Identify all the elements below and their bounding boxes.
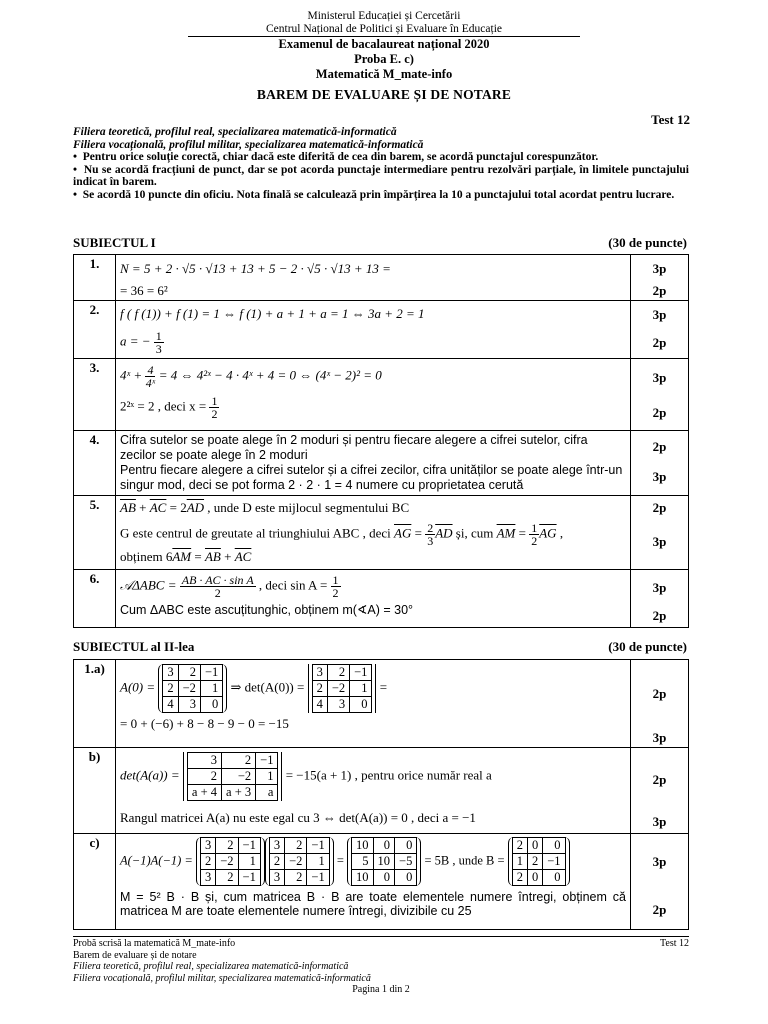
intro-block — [73, 126, 689, 201]
item-1a-line-2: = 0 + (−6) + 8 − 8 − 9 − 0 = −15 — [120, 716, 289, 731]
matrix-cell: −2 — [178, 681, 200, 697]
matrix-cell: −1 — [350, 665, 372, 681]
table-row — [74, 748, 689, 834]
matrix-cell: 2 — [222, 753, 256, 769]
item-1-line-1: N = 5 + 2 · √5 · √13 + 13 + 5 − 2 · √5 · √13 + 13 = — [120, 261, 391, 276]
matrix-cell: −2 — [222, 769, 256, 785]
fraction-denominator: 4ˣ — [145, 376, 156, 390]
document-header — [0, 0, 768, 103]
table-row — [74, 834, 689, 930]
table-row — [74, 660, 689, 748]
fraction-denominator: 2 — [211, 407, 218, 421]
item-1a-line-1 — [120, 664, 626, 713]
matrix-cell: 0 — [373, 838, 395, 854]
vector-ac: $\overline{AC}$ — [149, 500, 167, 515]
item-number: 1.a) — [74, 660, 116, 748]
points-2: 3p — [652, 730, 667, 745]
determinant — [183, 752, 283, 801]
matrix-cell: −5 — [395, 854, 417, 870]
item-6-sine: , deci sin A = — [258, 577, 328, 593]
item-5-result-label: obținem — [120, 549, 163, 564]
matrix-cell: 2 — [285, 838, 307, 854]
vector-ac: $\overline{AC}$ — [234, 549, 252, 564]
item-3-line-1 — [120, 364, 626, 389]
matrix-cell: a + 4 — [187, 785, 221, 801]
item-5-centroid-text: G este centrul de greutate al triunghiului ABC , deci — [120, 525, 391, 541]
matrix-row — [163, 681, 223, 697]
item-points — [631, 748, 689, 834]
matrix-cell: −2 — [327, 681, 349, 697]
item-6-area: 𝒜ΔABC = — [120, 577, 177, 593]
matrix-row — [187, 769, 278, 785]
rule-2: • Nu se acordă fracțiuni de punct, dar se pot acorda punctaje intermediare pentru rezolvări parțiale, în limitele punctajului indicat în barem. — [73, 163, 689, 188]
fraction-numerator: 1 — [211, 394, 218, 408]
matrix — [265, 837, 334, 886]
item-5-line-2: G este centrul de greutate al triunghiului ABC , deci $\overline{AG}$ = $\frac{2}{3}$ $\overline{AD}$ și, cum $\overline{AM}$ = $\frac{1}{2}$ $\overline{AG}$ , — [120, 521, 564, 548]
section-2-table — [73, 659, 689, 930]
matrix-cell: 3 — [327, 697, 349, 713]
table-row — [74, 301, 689, 359]
matrix-row — [312, 697, 372, 713]
item-1b-lhs: det(A(a)) = — [120, 767, 180, 783]
matrix-cell: 1 — [256, 769, 278, 785]
item-5-line-1: $\overline{AB} + \overline{AC} = 2\overline{AD}$ , unde D este mijlocul segmentului BC — [120, 500, 410, 515]
matrix-cell: 3 — [200, 838, 215, 854]
section-1-points: (30 de puncte) — [608, 235, 687, 250]
matrix-a-minus-1 — [200, 837, 261, 886]
matrix-row — [163, 665, 223, 681]
points-2: 2p — [652, 283, 667, 298]
matrix-cell: 2 — [187, 769, 221, 785]
matrix-cell: 3 — [187, 753, 221, 769]
matrix-b — [512, 837, 566, 886]
table-row — [74, 359, 689, 431]
fraction-denominator: 2 — [214, 586, 221, 600]
item-body — [116, 301, 631, 359]
vector-ag: $\overline{AG}$ — [394, 525, 412, 541]
matrix-cell: −1 — [238, 838, 260, 854]
rule-1: • Pentru orice soluție corectă, chiar dacă este diferită de cea din barem, se acordă punctajul corespunzător. — [73, 151, 599, 163]
item-1c-rhs: = 5B , unde B = — [424, 853, 505, 868]
fraction — [145, 364, 155, 389]
item-1-line-2: = 36 = 6² — [120, 283, 168, 298]
item-number: c) — [74, 834, 116, 930]
filiera-theoretical: Filiera teoretică, profilul real, specializarea matematică-informatică — [73, 126, 397, 138]
center-name: Centrul Național de Politici și Evaluare în Educație — [188, 23, 580, 37]
vector-ag: $\overline{AG}$ — [539, 525, 557, 541]
table-row — [74, 255, 689, 301]
points-1: 2p — [652, 686, 667, 701]
item-number: 5. — [74, 496, 116, 570]
points-1: 3p — [652, 854, 667, 869]
footer-exam: Probă scrisă la matematică M_mate-info — [73, 938, 236, 949]
item-points — [631, 570, 689, 628]
fraction — [154, 330, 164, 355]
matrix-cell: 2 — [327, 665, 349, 681]
matrix-cell: 0 — [200, 697, 222, 713]
points-2: 2p — [652, 405, 667, 420]
item-4-line-1: Cifra sutelor se poate alege în 2 moduri și pentru fiecare alegere a cifrei sutelor, cifra zecilor se poate alege în 2 moduri — [120, 433, 588, 462]
matrix-row — [269, 854, 329, 870]
fraction-denominator: 3 — [427, 534, 434, 548]
item-points — [631, 496, 689, 570]
item-number: 1. — [74, 255, 116, 301]
item-5-line-3: obținem $6\overline{AM} = \overline{AB} + \overline{AC}$ — [120, 549, 252, 564]
footer-barem: Barem de evaluare și de notare — [73, 949, 197, 961]
matrix-row — [512, 838, 565, 854]
matrix-cell: 1 — [307, 854, 329, 870]
matrix-cell: 10 — [352, 870, 374, 886]
vector-ab: $\overline{AB}$ — [120, 500, 136, 515]
matrix-cell: 0 — [543, 870, 565, 886]
section-1-header — [73, 235, 687, 251]
matrix-cell: −2 — [216, 854, 238, 870]
fraction-denominator: 2 — [332, 586, 339, 600]
matrix-row — [312, 681, 372, 697]
points-1: 3p — [652, 370, 667, 385]
matrix-row — [352, 838, 417, 854]
footer-filiera-2: Filiera vocațională, profilul militar, specializarea matematică-informatică — [73, 972, 371, 984]
item-number: 6. — [74, 570, 116, 628]
points-1: 2p — [652, 439, 667, 454]
matrix-cell: 2 — [178, 665, 200, 681]
item-number: 2. — [74, 301, 116, 359]
footer-row — [73, 938, 689, 950]
vector-am: $\overline{AM}$ — [496, 525, 516, 541]
item-body — [116, 748, 631, 834]
matrix-product — [351, 837, 417, 886]
rule-1-text: Pentru orice soluție corectă, chiar dacă este diferită de cea din barem, se acordă punctajul corespunzător. — [82, 151, 599, 163]
points-2: 2p — [652, 902, 667, 917]
matrix-cell: 2 — [216, 838, 238, 854]
item-body — [116, 359, 631, 431]
matrix-cell: 3 — [178, 697, 200, 713]
item-3-conclusion: 2²ˣ = 2 , deci x = — [120, 398, 207, 414]
determinant-aa — [187, 752, 279, 801]
item-number: b) — [74, 748, 116, 834]
item-points — [631, 431, 689, 496]
vector-am: $\overline{AM}$ — [172, 549, 192, 564]
rule-2-text: Nu se acordă fracțiuni de punct, dar se pot acorda punctaje intermediare pentru rezolvări parțiale, în limitele punctajului indicat în barem. — [73, 163, 689, 188]
matrix-cell: 2 — [512, 838, 527, 854]
matrix-cell: 3 — [312, 665, 327, 681]
page-footer — [73, 936, 689, 996]
item-1c-line-2: M = 5² B · B și, cum matricea B · B are toate elementele numere întregi, obținem că matricea M are toate elementele numere întregi, divizibile cu 25 — [120, 890, 626, 918]
item-points — [631, 301, 689, 359]
section-2-points: (30 de puncte) — [608, 639, 687, 654]
table-row — [74, 431, 689, 496]
item-1c-line-1: A(−1)A(−1) = 3 2 −1 2 −2 1 3 2 −1 3 2 −1 2 −2 1 3 2 −1 = 10 0 0 5 10 −5 10 0 0 = 5B , unde B = 2 0 0 1 2 −1 2 0 0 — [120, 837, 626, 886]
item-body — [116, 834, 631, 930]
matrix — [508, 837, 570, 886]
matrix-cell: −1 — [307, 870, 329, 886]
points-2: 3p — [652, 469, 667, 484]
matrix-row — [312, 665, 372, 681]
item-5-connector: și, cum — [455, 525, 494, 541]
matrix-cell: 10 — [352, 838, 374, 854]
item-body — [116, 660, 631, 748]
item-6-line-1 — [120, 574, 626, 599]
matrix-row — [187, 753, 278, 769]
rule-3: • Se acordă 10 puncte din oficiu. Nota finală se calculează prin împărțirea la 10 a punctajului total acordat pentru lucrare. — [73, 188, 675, 201]
item-1a-det: ⇒ det(A(0)) = — [230, 679, 305, 695]
fraction-numerator: 1 — [332, 573, 339, 587]
fraction — [425, 522, 435, 547]
fraction-numerator: 2 — [427, 521, 434, 535]
exam-name: Examenul de bacalaureat național 2020 — [278, 37, 490, 51]
item-body — [116, 496, 631, 570]
page-number: Pagina 1 din 2 — [352, 984, 410, 995]
matrix-cell: 2 — [527, 854, 542, 870]
matrix-cell: 0 — [527, 870, 542, 886]
section-1-title: SUBIECTUL I — [73, 235, 156, 250]
matrix-row — [163, 697, 223, 713]
points-2: 2p — [652, 335, 667, 350]
item-body — [116, 431, 631, 496]
item-4-line-2: Pentru fiecare alegere a cifrei sutelor și a cifrei zecilor, cifra unităților se poate alege într-un singur mod, deci se pot forma 2 · 2 · 1 = 4 numere cu proprietatea cerută — [120, 463, 623, 492]
matrix-cell: 3 — [269, 870, 284, 886]
subject-name: Matematică M_mate-info — [315, 67, 453, 81]
matrix-cell: 1 — [350, 681, 372, 697]
matrix-cell: 5 — [352, 854, 374, 870]
points-1: 3p — [652, 261, 667, 276]
item-6-line-2: Cum ΔABC este ascuțitunghic, obținem m(∢A) = 30° — [120, 603, 414, 617]
matrix-cell: 1 — [200, 681, 222, 697]
filiera-vocational: Filiera vocațională, profilul militar, specializarea matematică-informatică — [73, 138, 424, 151]
matrix-row — [512, 854, 565, 870]
item-body — [116, 255, 631, 301]
matrix — [196, 837, 265, 886]
matrix-cell: 0 — [373, 870, 395, 886]
item-1b-rhs: = −15(a + 1) , pentru orice număr real a — [285, 767, 492, 783]
vector-ab: $\overline{AB}$ — [204, 549, 221, 564]
fraction — [331, 574, 341, 599]
fraction-numerator: 1 — [155, 329, 162, 343]
matrix-cell: a + 3 — [222, 785, 256, 801]
vector-ad: $\overline{AD}$ — [186, 500, 205, 515]
item-3-lhs: 4ˣ + — [120, 367, 143, 383]
matrix-cell: 0 — [543, 838, 565, 854]
matrix-cell: 2 — [285, 870, 307, 886]
item-5-note: , unde D este mijlocul segmentului BC — [207, 500, 410, 515]
matrix-cell: −1 — [200, 665, 222, 681]
item-3-rhs: = 4 ⇔ 4²ˣ − 4 · 4ˣ + 4 = 0 ⇔ (4ˣ − 2)² = 0 — [158, 367, 382, 383]
points-2: 3p — [652, 814, 667, 829]
item-3-line-2 — [120, 395, 626, 420]
points-1: 3p — [652, 580, 667, 595]
points-2: 3p — [652, 534, 667, 549]
table-row — [74, 570, 689, 628]
matrix-a-minus-1-copy — [269, 837, 330, 886]
points-2: 2p — [652, 608, 667, 623]
matrix-cell: −1 — [543, 854, 565, 870]
item-number: 3. — [74, 359, 116, 431]
fraction — [209, 395, 219, 420]
determinant-a0 — [312, 664, 373, 713]
matrix-cell: 2 — [269, 854, 284, 870]
matrix-row — [200, 838, 260, 854]
section-2-header — [73, 639, 687, 655]
matrix-row — [352, 870, 417, 886]
table-row — [74, 496, 689, 570]
matrix-cell: 3 — [163, 665, 178, 681]
matrix-row — [200, 870, 260, 886]
item-2-lhs: a = − — [120, 333, 151, 349]
fraction-numerator: AB · AC · sin A — [181, 573, 254, 587]
item-points — [631, 660, 689, 748]
matrix-cell: 2 — [216, 870, 238, 886]
fraction-denominator: 3 — [155, 342, 162, 356]
matrix-row — [352, 854, 417, 870]
item-1a-eq: = — [379, 679, 388, 695]
matrix-cell: 3 — [269, 838, 284, 854]
item-number: 4. — [74, 431, 116, 496]
matrix-cell: 4 — [312, 697, 327, 713]
determinant — [308, 664, 377, 713]
matrix-cell: −1 — [238, 870, 260, 886]
item-1c-lhs: A(−1)A(−1) = — [120, 853, 193, 868]
matrix-cell: −1 — [307, 838, 329, 854]
footer-test: Test 12 — [659, 938, 689, 949]
matrix-cell: a — [256, 785, 278, 801]
fraction-numerator: 4 — [147, 363, 154, 377]
item-body — [116, 570, 631, 628]
item-2-line-1: f ( f (1)) + f (1) = 1 ⇔ f (1) + a + 1 + a = 1 ⇔ 3a + 2 = 1 — [120, 306, 425, 321]
item-1b-line-1 — [120, 752, 626, 801]
matrix-row — [269, 870, 329, 886]
section-1-table — [73, 254, 689, 628]
matrix-cell: −2 — [285, 854, 307, 870]
item-points — [631, 359, 689, 431]
matrix-cell: 2 — [312, 681, 327, 697]
fraction-numerator: 1 — [531, 521, 538, 535]
matrix-cell: 0 — [350, 697, 372, 713]
matrix-row — [187, 785, 278, 801]
matrix-row — [512, 870, 565, 886]
proba-name: Proba E. c) — [354, 52, 414, 66]
matrix-a0 — [162, 664, 223, 713]
matrix-cell: 3 — [200, 870, 215, 886]
test-number: Test 12 — [651, 112, 690, 127]
matrix-row — [269, 838, 329, 854]
matrix-row — [200, 854, 260, 870]
points-1: 2p — [652, 772, 667, 787]
ministry-name: Ministerul Educației și Cercetării — [307, 10, 461, 22]
vector-ad: $\overline{AD}$ — [435, 525, 453, 541]
item-points — [631, 255, 689, 301]
fraction — [529, 522, 539, 547]
item-points — [631, 834, 689, 930]
page-title: BAREM DE EVALUARE ȘI DE NOTARE — [256, 87, 512, 102]
matrix-cell: 0 — [527, 838, 542, 854]
fraction — [180, 574, 256, 599]
matrix-cell: 0 — [395, 838, 417, 854]
matrix-cell: −1 — [256, 753, 278, 769]
matrix-cell: 0 — [395, 870, 417, 886]
item-1a-lhs: A(0) = — [120, 679, 156, 695]
matrix-cell: 1 — [512, 854, 527, 870]
matrix-cell: 4 — [163, 697, 178, 713]
matrix — [347, 837, 421, 886]
matrix — [158, 664, 227, 713]
footer-filiera-1: Filiera teoretică, profilul real, specializarea matematică-informatică — [73, 961, 349, 972]
rule-3-text: Se acordă 10 puncte din oficiu. Nota finală se calculează prin împărțirea la 10 a punctajului total acordat pentru lucrare. — [82, 188, 675, 201]
item-1b-line-2: Rangul matricei A(a) nu este egal cu 3 ⇔ det(A(a)) = 0 , deci a = −1 — [120, 810, 476, 825]
item-2-line-2 — [120, 330, 626, 355]
matrix-cell: 10 — [373, 854, 395, 870]
matrix-cell: 1 — [238, 854, 260, 870]
fraction-denominator: 2 — [531, 534, 538, 548]
points-1: 3p — [652, 307, 667, 322]
matrix-cell: 2 — [200, 854, 215, 870]
matrix-cell: 2 — [163, 681, 178, 697]
points-1: 2p — [652, 500, 667, 515]
matrix-cell: 2 — [512, 870, 527, 886]
section-2-title: SUBIECTUL al II-lea — [73, 639, 195, 654]
